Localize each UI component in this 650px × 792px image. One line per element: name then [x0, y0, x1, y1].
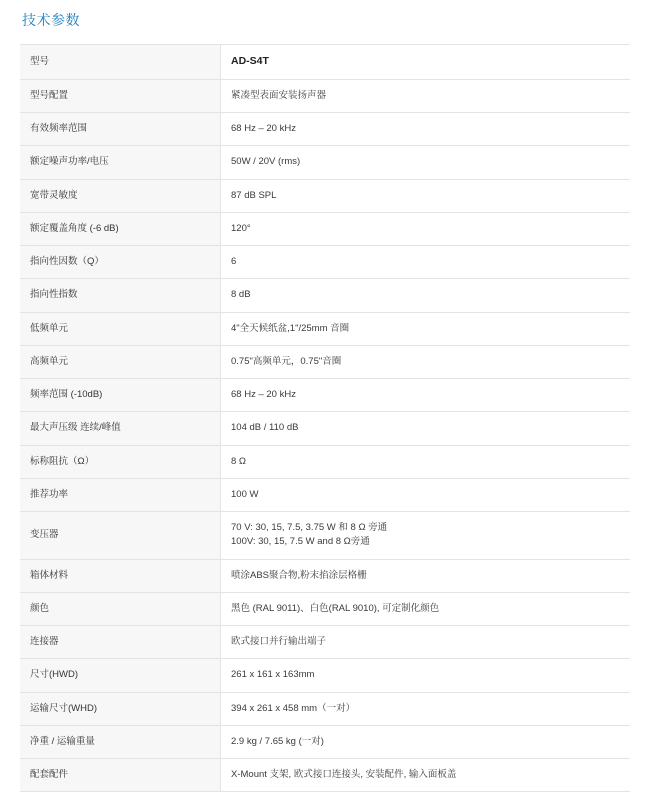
spec-value-line: 8 dB: [231, 289, 251, 301]
table-row: [20, 79, 630, 112]
spec-value: [221, 512, 631, 560]
spec-value: [221, 45, 631, 80]
spec-table: [20, 44, 630, 792]
spec-value: [221, 113, 631, 146]
spec-label: 额定覆盖角度 (-6 dB): [20, 212, 221, 245]
spec-label: 有效频率范围: [20, 113, 221, 146]
table-row: [20, 113, 630, 146]
spec-value-line: 100 W: [231, 488, 259, 500]
spec-value: [221, 412, 631, 445]
spec-label: 型号: [20, 45, 221, 80]
spec-value: [221, 379, 631, 412]
spec-page: [0, 10, 650, 792]
spec-value-line: 8 Ω: [231, 455, 247, 467]
spec-value: [221, 445, 631, 478]
spec-value-line: 104 dB / 110 dB: [231, 422, 299, 434]
spec-value-line: 黑色 (RAL 9011)、白色(RAL 9010), 可定制化颜色: [231, 602, 440, 614]
spec-value: [221, 179, 631, 212]
spec-value: [221, 345, 631, 378]
spec-label: 箱体材料: [20, 559, 221, 592]
spec-label: 运输尺寸(WHD): [20, 692, 221, 725]
spec-value-line: 欧式接口并行输出端子: [231, 636, 327, 647]
table-row: [20, 212, 630, 245]
spec-label: 型号配置: [20, 79, 221, 112]
table-row: [20, 512, 630, 560]
spec-value-line: 2.9 kg / 7.65 kg (一对): [231, 735, 324, 747]
spec-value-line: 87 dB SPL: [231, 189, 277, 201]
spec-label: 净重 / 运输重量: [20, 725, 221, 758]
spec-value-line: 0.75"高频单元，0.75"音圈: [231, 355, 342, 367]
spec-value: [221, 478, 631, 511]
spec-value: [221, 559, 631, 592]
table-row: [20, 659, 630, 692]
spec-value: [221, 692, 631, 725]
table-row: [20, 412, 630, 445]
spec-label: 低频单元: [20, 312, 221, 345]
spec-value: [221, 279, 631, 312]
spec-value-line: 4"全天候纸盆,1"/25mm 音圈: [231, 322, 350, 334]
spec-label: 指向性因数（Q）: [20, 246, 221, 279]
table-row: [20, 445, 630, 478]
spec-label: 配套配件: [20, 759, 221, 792]
spec-table-body: [20, 45, 630, 792]
table-row: [20, 179, 630, 212]
table-row: [20, 246, 630, 279]
spec-label: 指向性指数: [20, 279, 221, 312]
spec-label: 尺寸(HWD): [20, 659, 221, 692]
spec-label: 连接器: [20, 626, 221, 659]
table-row: [20, 478, 630, 511]
spec-value-line: 120°: [231, 222, 251, 234]
spec-value: [221, 626, 631, 659]
table-row: [20, 45, 630, 80]
table-row: [20, 312, 630, 345]
spec-label: 推荐功率: [20, 478, 221, 511]
spec-value-line: 100V: 30, 15, 7.5 W and 8 Ω旁通: [231, 536, 370, 548]
spec-label: 高频单元: [20, 345, 221, 378]
spec-value-line: 68 Hz – 20 kHz: [231, 123, 296, 134]
table-row: [20, 692, 630, 725]
spec-value-line: 50W / 20V (rms): [231, 156, 301, 168]
spec-label: 最大声压级 连续/峰值: [20, 412, 221, 445]
spec-value-line: AD-S4T: [231, 55, 269, 67]
spec-value-line: 68 Hz – 20 kHz: [231, 389, 296, 400]
table-row: [20, 345, 630, 378]
spec-value: [221, 725, 631, 758]
spec-value: [221, 146, 631, 179]
spec-label: 颜色: [20, 592, 221, 625]
spec-value: [221, 246, 631, 279]
table-row: [20, 725, 630, 758]
spec-value-line: X-Mount 支架, 欧式接口连接头, 安装配件, 输入面板盖: [231, 769, 457, 780]
table-row: [20, 559, 630, 592]
spec-value: [221, 79, 631, 112]
spec-value-line: 261 x 161 x 163mm: [231, 669, 315, 681]
table-row: [20, 146, 630, 179]
spec-value-line: 喷涂ABS聚合物,粉末掐涂层格栅: [231, 569, 367, 581]
spec-value: [221, 659, 631, 692]
spec-label: 标称阻抗（Ω）: [20, 445, 221, 478]
table-row: [20, 626, 630, 659]
spec-value: [221, 759, 631, 792]
table-row: [20, 592, 630, 625]
spec-value-line: 70 V: 30, 15, 7.5, 3.75 W 和 8 Ω 旁通: [231, 522, 388, 533]
spec-label: 宽带灵敏度: [20, 179, 221, 212]
spec-label: 额定噪声功率/电压: [20, 146, 221, 179]
spec-value: [221, 312, 631, 345]
spec-value: [221, 212, 631, 245]
table-row: [20, 379, 630, 412]
table-row: [20, 759, 630, 792]
table-row: [20, 279, 630, 312]
spec-value-line: 394 x 261 x 458 mm（一对）: [231, 702, 356, 714]
spec-label: 频率范围 (-10dB): [20, 379, 221, 412]
spec-value-line: 紧凑型表面安装扬声器: [231, 89, 327, 101]
page-title: 技术参数: [22, 12, 80, 28]
spec-value-line: 6: [231, 256, 237, 267]
spec-label: 变压器: [20, 512, 221, 560]
spec-value: [221, 592, 631, 625]
